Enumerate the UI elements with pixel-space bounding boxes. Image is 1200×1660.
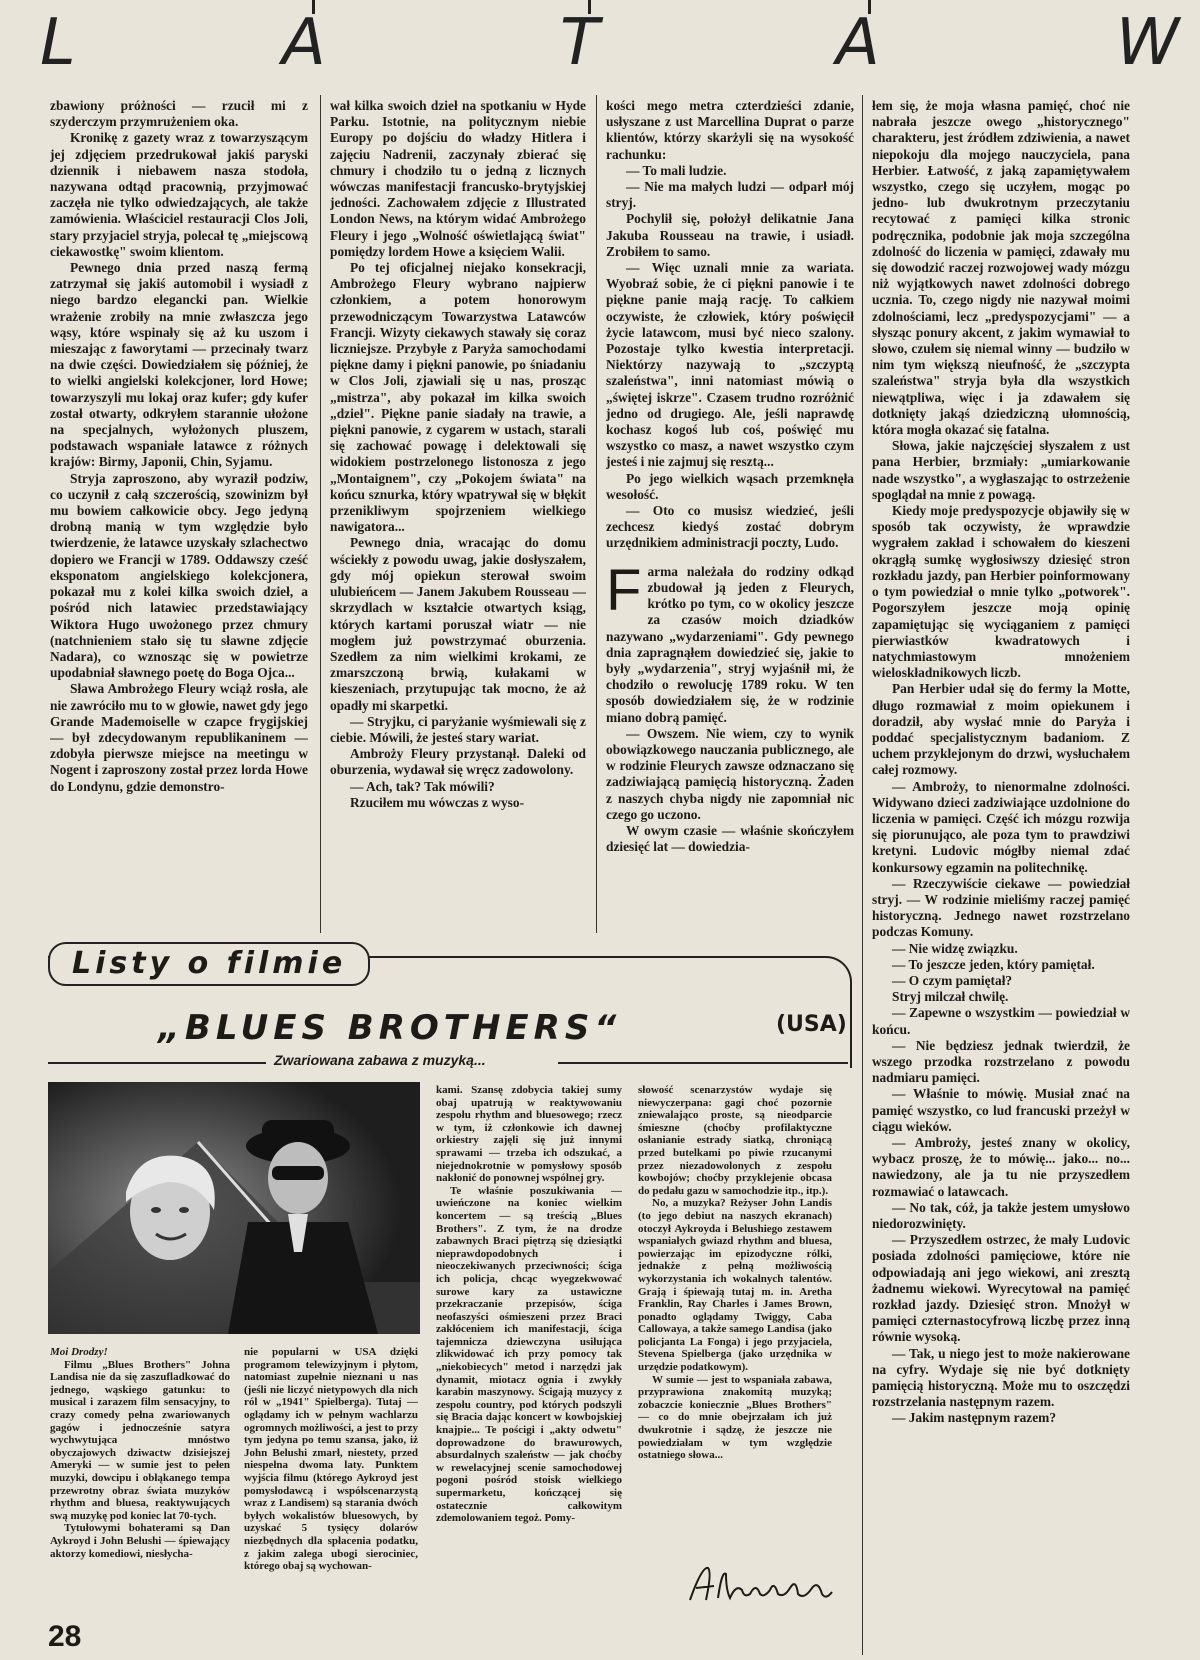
- paragraph: Stryja zaproszono, aby wyraził podziw, co uczynił z całą szczerością, szowinizm był mu bowiem całkowicie obcy. Jego jedyną drobną manią w tym względzie było twierdzenie, że latawce uzyskały szlachectwo dopiero we Francji w 1789. Oddawszy cześć eksponatom angielskiego kolekcjonera, pokazał mu z kolei kilka swoich dzieł, a pośród nich latawiec przedstawiający Wiktora Hugo uwożonego przez chmury (natchnieniem stało się tu sławne zdjęcie Nadara), co wznosząc się w powietrze upodabniał sławnego poetę do Boga Ojca...: [50, 470, 308, 681]
- paragraph: Pan Herbier udał się do fermy la Motte, długo rozmawiał z moim opiekunem i doradził, aby wysłać mnie do Paryża i poddać specjalistycznym badaniom. Z uchem przyklejonym do drzwi, wysłuchałem całej rozmowy.: [872, 681, 1130, 778]
- paragraph: Te właśnie poszukiwania — uwieńczone na koniec wielkim koncertem — są treścią „Blues Brothers". Z tym, że na drodze zabawnych Braci piętrzą się dziesiątki nieprawdopodobnych i nieoczekiwanych przeciwności; ściga ich policja, chcąc wyegzekwować surowe kary za ustawiczne przekraczanie przepisów, ściga neofaszyści ośmieszeni przez Braci zakłóceniem ich manifestacji, ściga tajemnicza dziewczyna usiłująca zlikwidować ich przy pomocy tak „niekobiecych" metod i narzędzi jak dynamit, miotacz ognia i zwykły karabin maszynowy. Ścigają muzycy z zespołu country, pod których podszyli się Bracia dając koncert w kowbojskiej knajpie... Te pościgi i „akty odwetu" doprowadzone do brawurowych, absurdalnych szaleństw — jak choćby w rewelacyjnej scenie samochodowej pogoni pośród stoisk wielkiego supermarketu, kończącej się ostatecznie całkowitym zdemolowaniem tegoż. Pomy-: [436, 1184, 622, 1525]
- signature: [686, 1560, 836, 1615]
- letter-column-2: [244, 1346, 418, 1616]
- paragraph: — Ach, tak? Tak mówili?: [350, 778, 495, 794]
- paragraph: — Stryjku, ci paryżanie wyśmiewali się z ciebie. Mówili, że jesteś stary wariat.: [330, 713, 586, 745]
- paragraph: — Oto co musisz wiedzieć, jeśli zechcesz kiedyś zostać dobrym urzędnikiem administracji poczty, Ludo.: [606, 503, 854, 551]
- header-letter: T: [560, 6, 600, 80]
- article-column-4: [872, 98, 1130, 1636]
- paragraph: Sława Ambrożego Fleury wciąż rosła, ale nie zawróciło mu to w głowie, nawet gdy jego Grande Mademoiselle w czapce frygijskiej — był zdecydowanym republikaninem — zdobyła pierwsze miejsce na meetingu w Nogent i zaproszony został przez lorda Howe do Londynu, gdzie demonstro-: [50, 681, 308, 794]
- film-subtitle: Zwariowana zabawa z muzyką...: [274, 1052, 486, 1068]
- paragraph: zbawiony próżności — rzucił mi z szyderczym przymrużeniem oka.: [50, 98, 308, 130]
- film-country: (USA): [776, 1012, 847, 1037]
- column-rule: [596, 95, 597, 933]
- page-number: 28: [48, 1620, 82, 1653]
- paragraph: — Zapewne o wszystkim — powiedział w końcu.: [872, 1005, 1130, 1037]
- paragraph: Rzuciłem mu wówczas z wyso-: [350, 794, 525, 810]
- header-letter: A: [282, 6, 326, 80]
- paragraph: — Ambroży, jesteś znany w okolicy, wybacz proszę, że to mówię... jako... no... nawiedzony, ale ja tu nie przyszedłem rozmawiać o latawcach.: [872, 1135, 1130, 1199]
- paragraph: — To mali ludzie.: [626, 162, 727, 178]
- paragraph: — Nie widzę związku.: [892, 940, 1018, 956]
- paragraph: — Owszem. Nie wiem, czy to wynik obowiązkowego nauczania publicznego, ale w rodzinie Fleurych zawsze odznaczano się zadziwiającą pamięcią historyczną. Żaden z naszych chyba nigdy nie zapomniał nic czego go uczono.: [606, 725, 854, 822]
- section-title: Listy o filmie: [48, 942, 370, 986]
- subtitle-rule: [558, 1062, 848, 1064]
- letter-column-3: [436, 1084, 622, 1628]
- paragraph: Kiedy moje predyspozycje objawiły się w sposób tak oczywisty, że wprawdzie wygrałem zakład i schowałem do kieszeni okrągłą sumkę wygłosiwszy dziesięć stron rozkładu jazdy, pan Herbier poinformowany o tym powiedział o mnie tylko „potworek". Pogorszyłem jeszcze moją opinię zapamiętując się wyciąganiem z pamięci pierwiastków kwadratowych i natychmiastowym mnożeniem wieloskładnikowych liczb.: [872, 503, 1130, 681]
- article-column-3: [606, 98, 854, 934]
- header-letters: [0, 0, 1200, 90]
- paragraph: — Ambroży, to nienormalne zdolności. Widywano dzieci zadziwiające uzdolnione do liczenia w pamięci. Część ich mózgu rozwija się piorunująco, ale poza tym to prawdziwi kretyni. Ludovic mógłby niemal zdać konkursowy egzamin na politechnikę.: [872, 778, 1130, 875]
- paragraph: nie popularni w USA dzięki programom telewizyjnym i płytom, natomiast zupełnie nieznani u nas (jeśli nie liczyć nietypowych dla nich ról w „1941" Spielberga). Tutaj — oglądamy ich w pełnym wachlarzu ogromnych możliwości, a jest to przy tym jedyna po temu szansa, jako, iż John Belushi zmarł, niestety, przed niespełna dwoma laty. Punktem wyjścia filmu (którego Aykroyd jest pomysłodawcą i współscenarzystą wraz z Landisem) są starania dwóch byłych wokalistów bluesowych, by uzyskać 5 tysięcy dolarów niezbędnych dla spłacenia podatku, z jakim zalega ubogi sierociniec, którego obaj są wychowan-: [244, 1346, 418, 1573]
- paragraph: — Jakim następnym razem?: [892, 1410, 1057, 1426]
- paragraph: — Tak, u niego jest to może nakierowane na cyfry. Wydaje się nie być dotknięty pamięcią historyczną. Może mu to oszczędzi rozstrzelania następnym razem.: [872, 1345, 1130, 1410]
- paragraph: Tytułowymi bohaterami są Dan Aykroyd i John Belushi — śpiewający aktorzy komediowi, niesłycha-: [50, 1522, 230, 1560]
- paragraph: kami. Szansę zdobycia takiej sumy obaj upatrują w reaktywowaniu zespołu rhythm and bluesowego; rzecz w tym, iż członkowie ich dawnej orkiestry zajęli się już innymi sprawami — trzeba ich odszukać, a niejednokrotnie w pomysłowy sposób nakłonić do ponownej wspólnej gry.: [436, 1084, 622, 1185]
- header-letter: A: [836, 6, 880, 80]
- paragraph: — Przyszedłem ostrzec, że mały Ludovic posiada zdolności pamięciowe, które nie odpowiadają ani jego wiekowi, ani zresztą żadnemu wiekowi. Wyrecytował na pamięć rozkład jazdy. Dziesięć stron. Mnożył w pamięci czternastocyfrową liczbę przez inną równie wysoką.: [872, 1232, 1130, 1345]
- paragraph: — Nie ma małych ludzi — odparł mój stryj.: [606, 179, 854, 211]
- paragraph: — O czym pamiętał?: [892, 972, 1013, 988]
- film-still-image: [48, 1082, 420, 1334]
- paragraph-text: arma należała do rodziny odkąd zbudował ją jeden z Fleurych, krótko po tym, co w okolicy jeszcze za czasów moich dziadków nazywano „wydarzeniami". Gdy pewnego dnia zapragnąłem dowiedzieć się, jakie to były „wydarzenia", stryj wyjaśnił mi, że chodziło o rewolucję 1789 roku. W ten sposób dowiedziałem się, że w rodzinie miano dobrą pamięć.: [606, 563, 854, 725]
- paragraph: No, a muzyka? Reżyser John Landis (to jego debiut na naszych ekranach) otoczył Aykroyda i Belushiego zestawem wspaniałych gwiazd rhythm and bluesa, powierzając im epizodyczne rólki, jednakże z pełną możliwością wykorzystania ich wokalnych talentów. Grają i śpiewają tutaj m. in. Aretha Franklin, Ray Charles i James Brown, ponadto oglądamy Twiggy, Caba Callowaya, a także samego Landisa (jako policjanta La Fonga) i jego przyjaciela, Stevena Spielberga (jako urzędnika w urzędzie podatkowym).: [638, 1197, 832, 1374]
- letter-column-1: [50, 1346, 230, 1616]
- paragraph: — Nie będziesz jednak twierdził, że wszego przodka rozstrzelano z powodu nadmiaru pamięci.: [872, 1037, 1130, 1086]
- listy-o-filmie-section: [48, 946, 850, 1068]
- header-letter: L: [40, 6, 76, 80]
- paragraph: — No tak, cóż, ja także jestem umysłowo niedorozwinięty.: [872, 1199, 1130, 1232]
- dropcap-paragraph: [606, 557, 854, 726]
- paragraph: Pewnego dnia, wracając do domu wściekły z powodu uwag, jakie dosłyszałem, gdy mój opiekun sterował swoim ulubieńcem — Janem Jakubem Rousseau — skrzydlach w kształcie otwartych ksiąg, których kartami poruszał wiatr — nie mogłem już powstrzymać oburzenia. Szedłem za nim wielkimi krokami, ze zmarszczoną brwią, kułakami w kieszeniach, przytupując tak mocno, że aż opadły mi skarpetki.: [330, 535, 586, 713]
- paragraph: — Więc uznali mnie za wariata. Wyobraź sobie, że ci piękni panowie i te piękne panie mają rację. To całkiem oczywiste, że człowiek, który poświęcił życie latawcom, musi być nieco szalony. Pozostaje tylko kwestia interpretacji. Niektórzy nazywają to „szczyptą szaleństwa", inni natomiast mówią o „świętej iskrze". Czasem trudno rozróżnić jedno od drugiego. Ale, jeśli naprawdę kochasz kogoś lub coś, poświęć mu wszystko co masz, a nawet wszystko czym jesteś i nie zajmuj się resztą...: [606, 260, 854, 470]
- paragraph: Słowa, jakie najczęściej słyszałem z ust pana Herbier, brzmiały: „umiarkowanie nade wszystko", a wygłaszając to ostrzeżenie spoglądał na mnie z powagą.: [872, 438, 1130, 502]
- paragraph: wał kilka swoich dzieł na spotkaniu w Hyde Parku. Istotnie, na politycznym niebie Europy po dojściu do władzy Hitlera i zajęciu Nadrenii, zaczynały zbierać się chmury i chodziło tu o jedną z licznych wówczas manifestacji francusko-brytyjskiej jedności. Zachowałem zdjęcie z Illustrated London News, na którym widać Ambrożego Fleury i jego „Wolność oświetlającą świat" pomiędzy lordem Howe a księciem Walii.: [330, 98, 586, 259]
- film-still-photo: [48, 1082, 420, 1334]
- header-letter: W: [1116, 6, 1180, 80]
- article-column-2: [330, 98, 586, 934]
- subtitle-rule: [48, 1062, 266, 1064]
- paragraph: Filmu „Blues Brothers" Johna Landisa nie da się zaszufladkować do jednego, wąskiego gatunku: to musical i zarazem film sensacyjny, to crazy comedy pełna zwariowanych gagów i jednocześnie satyra wychwytująca mnóstwo obyczajowych dziwactw dzisiejszej Ameryki — w sumie jest to pełen muzyki, dowcipu i obłąkanego tempa przewrotny obraz świata muzyków rhythm and bluesa, reaktywujących swą muzykę pod koniec lat 70-tych.: [50, 1358, 230, 1522]
- dropcap: F: [606, 557, 642, 623]
- letter-column-4: [638, 1084, 832, 1554]
- paragraph: W owym czasie — właśnie skończyłem dziesięć lat — dowiedzia-: [606, 822, 854, 855]
- paragraph: Ambroży Fleury przystanął. Daleki od oburzenia, wydawał się wręcz zadowolony.: [330, 746, 586, 778]
- article-column-1: [50, 98, 308, 934]
- paragraph: W sumie — jest to wspaniała zabawa, przyprawiona znakomitą muzyką; zobaczcie koniecznie „Blues Brothers" — co do mnie obejrzałam ich już dwukrotnie i sądzę, że jeszcze nie powiedziałam w tym względzie ostatniego słowa...: [638, 1373, 832, 1462]
- paragraph: Po jego wielkich wąsach przemknęła wesołość.: [606, 470, 854, 502]
- column-rule: [320, 95, 321, 933]
- column-rule: [862, 95, 863, 1655]
- paragraph: słowość scenarzystów wydaje się niewyczerpana: gagi choć pozornie zniewalająco proste, są nieodparcie śmieszne (choćby profilaktyczne osłanianie estrady siatką, chroniącą przed butelkami po piwie rzucanymi przez niezadowolonych z zespołu kowbojów; choćby przyklejenie obcasa do pedału gazu w samochodzie itp., itp.).: [638, 1084, 832, 1197]
- paragraph: Kronikę z gazety wraz z towarzyszącym jej zdjęciem przedrukował jakiś paryski dziennik i niebawem nasza stodoła, nazywana odtąd pracownią, przyjmować zaczęła nie tylko odwiedzających, ale także zamówienia. Właściciel restauracji Clos Joli, stary przyjaciel stryja, polecał tę „miejscową ciekawostkę" swoim klientom.: [50, 130, 308, 259]
- paragraph: — To jeszcze jeden, który pamiętał.: [892, 956, 1095, 972]
- paragraph: Po tej oficjalnej niejako konsekracji, Ambrożego Fleury wybrano najpierw członkiem, a potem honorowym przewodniczącym Towarzystwa Latawców Francji. Wizyty ciekawych stawały się coraz liczniejsze. Przybyłe z Paryża samochodami piękne damy i piękni panowie, po śniadaniu w Clos Joli, zjawiali się u nas, prosząc „mistrza", aby pokazał im kilka swoich „dzieł". Piękne panie siadały na trawie, a piękni panowie, z cygarem w ustach, starali się zachować powagę i delektowali się widokiem postrzelonego listonosza z jego „Montaignem", czy „Pokojem świata" na końcu sznurka, który wpatrywał się w błękit przenikliwym spojrzeniem wielkiego nawigatora...: [330, 260, 586, 535]
- paragraph: Pochylił się, położył delikatnie Jana Jakuba Rousseau na trawie, i usiadł. Zrobiłem to samo.: [606, 211, 854, 259]
- paragraph: Stryj milczał chwilę.: [892, 989, 1009, 1005]
- film-title: „BLUES BROTHERS“: [158, 1008, 622, 1048]
- signature-image: [686, 1560, 836, 1610]
- paragraph: Pewnego dnia przed naszą fermą zatrzymał się jakiś automobil i wysiadł z niego bardzo elegancki pan. Wielkie wrażenie zrobiły na mnie zwłaszcza jego wąsy, które wspinały się aż ku uszom i mieszając z faworytami — przecinały twarz na dwie części. Dowiedziałem się później, że to wielki angielski kolekcjoner, lord Howe; towarzyszyli mu lokaj oraz kufer; gdy kufer został otwarty, odkryłem starannie ułożone na specjalnych, wyłożonych pluszem, podstawach wspaniałe latawce z różnych krajów: Birmy, Japonii, Chin, Syjamu.: [50, 260, 308, 470]
- paragraph: kości mego metra czterdzieści zdanie, usłyszane z ust Marcellina Duprat o parze klientów, którzy skarżyli się na wysokość rachunku:: [606, 98, 854, 162]
- paragraph: — Właśnie to mówię. Musiał znać na pamięć wszystko, co lud francuski przeżył w ciągu wieków.: [872, 1086, 1130, 1134]
- salutation: Moi Drodzy!: [50, 1346, 108, 1358]
- paragraph: — Rzeczywiście ciekawe — powiedział stryj. — W rodzinie mieliśmy raczej pamięć historyczną. Jednego nawet rozstrzelano podczas Komuny.: [872, 875, 1130, 940]
- paragraph: łem się, że moja własna pamięć, choć nie nabrała jeszcze owego „historycznego" charakteru, jest źródłem zdziwienia, a nawet niepokoju dla mojego nauczyciela, pana Herbier. Łatwość, z jaką zapamiętywałem wszystko, czego się uczyłem, mogąc po jedno- lub dwukrotnym przeczytaniu recytować z pamięci kilka stronic podręcznika, podobnie jak moja szczególna zdolność do liczenia w pamięci, zdawały mu się dowodzić raczej rozwojowej wady mózgu niż wyjątkowych nawet zdolności dobrego ucznia. To, czego nigdy nie nazywał moimi zdolnościami, lecz „predyspozycjami" — a słysząc ponury akcent, z jakim wymawiał to słowo, czułem się niemal winny — budziło w nim tym większą nieufność, że „szczypta szaleństwa" stryja była dla wszystkich niewątpliwa, więc i ja zdawałem się dotknięty jakąś dziedziczną ułomnością, która mogła okazać się fatalna.: [872, 98, 1130, 438]
